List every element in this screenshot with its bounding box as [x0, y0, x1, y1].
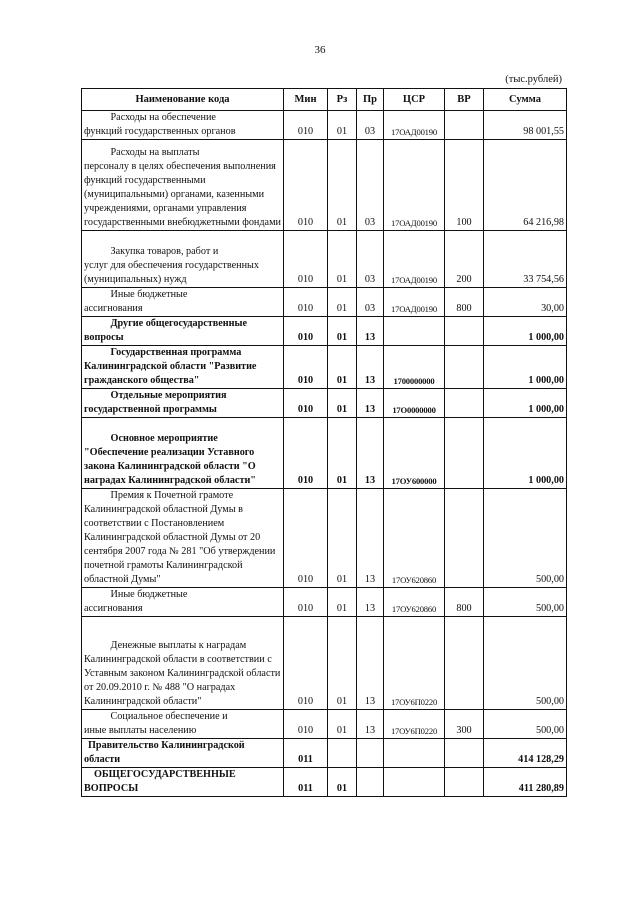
- row-sum: 500,00: [484, 588, 567, 617]
- row-pr: 13: [357, 710, 384, 739]
- row-csr: 17ОУ600000: [384, 418, 445, 489]
- table-row: [82, 489, 567, 588]
- row-vr: [445, 317, 484, 346]
- unit-label: (тыс.рублей): [505, 74, 562, 85]
- header-rz: Рз: [328, 89, 357, 111]
- row-vr: [445, 739, 484, 768]
- row-pr: 03: [357, 288, 384, 317]
- row-min: 010: [284, 288, 328, 317]
- row-vr: [445, 389, 484, 418]
- table-row: [82, 739, 567, 768]
- row-rz: 01: [328, 489, 357, 588]
- row-csr: 17ОАД00190: [384, 231, 445, 288]
- row-name-first: Государственная программа: [110, 347, 242, 358]
- row-name: [82, 710, 284, 739]
- row-pr: [357, 739, 384, 768]
- row-pr: 13: [357, 346, 384, 389]
- row-vr: 800: [445, 588, 484, 617]
- row-name-first: Закупка товаров, работ и: [110, 246, 219, 257]
- row-csr: 1700000000: [384, 346, 445, 389]
- row-rz: 01: [328, 617, 357, 710]
- header-vr: ВР: [445, 89, 484, 111]
- row-rz: 01: [328, 710, 357, 739]
- row-sum: 1 000,00: [484, 317, 567, 346]
- row-name-rest: области: [84, 754, 121, 765]
- row-name-first: Основное мероприятие: [110, 433, 218, 444]
- row-name-first: Денежные выплаты к наградам: [110, 640, 247, 651]
- table-row: [82, 140, 567, 231]
- row-name-rest: услуг для обеспечения государственных (муниципальных) нужд: [84, 260, 259, 285]
- row-name-first: Другие общегосударственные: [110, 318, 248, 329]
- row-csr: [384, 317, 445, 346]
- row-sum: 414 128,29: [484, 739, 567, 768]
- table-row: [82, 111, 567, 140]
- row-pr: 03: [357, 140, 384, 231]
- row-min: 010: [284, 111, 328, 140]
- row-csr: 17О0000000: [384, 389, 445, 418]
- row-min: 010: [284, 389, 328, 418]
- row-min: 010: [284, 140, 328, 231]
- row-rz: 01: [328, 768, 357, 797]
- row-name-rest: Калининградской области "Развитие гражданского общества": [84, 361, 257, 386]
- row-min: 011: [284, 739, 328, 768]
- row-sum: 500,00: [484, 617, 567, 710]
- table-row: [82, 617, 567, 710]
- row-name-first: Иные бюджетные: [110, 589, 188, 600]
- row-csr: 17ОУ620860: [384, 588, 445, 617]
- table-row: [82, 231, 567, 288]
- row-min: 010: [284, 231, 328, 288]
- row-sum: 1 000,00: [484, 418, 567, 489]
- row-name: [82, 389, 284, 418]
- row-name-rest: Калининградской областной Думы в соответствии с Постановлением Калининградской областной Думы от 20 сентября 2007 года № 281 "Об утверждении почетной грамоты Калининградской областной Думы": [84, 504, 276, 585]
- row-rz: 01: [328, 231, 357, 288]
- header-pr: Пр: [357, 89, 384, 111]
- row-name: [82, 140, 284, 231]
- row-vr: 300: [445, 710, 484, 739]
- row-min: 010: [284, 617, 328, 710]
- row-vr: [445, 617, 484, 710]
- row-min: 011: [284, 768, 328, 797]
- row-name: [82, 489, 284, 588]
- row-sum: 30,00: [484, 288, 567, 317]
- row-name-first: Отдельные мероприятия: [110, 390, 227, 401]
- row-name: [82, 739, 284, 768]
- row-name-first: ОБЩЕГОСУДАРСТВЕННЫЕ: [94, 769, 236, 780]
- row-vr: [445, 768, 484, 797]
- row-min: 010: [284, 588, 328, 617]
- row-csr: 17ОУ620860: [384, 489, 445, 588]
- row-name-rest: ассигнования: [84, 303, 143, 314]
- row-name: [82, 111, 284, 140]
- row-rz: [328, 739, 357, 768]
- row-pr: 03: [357, 111, 384, 140]
- row-name: [82, 288, 284, 317]
- row-vr: [445, 418, 484, 489]
- row-pr: 13: [357, 418, 384, 489]
- row-vr: 100: [445, 140, 484, 231]
- row-rz: 01: [328, 418, 357, 489]
- header-name: Наименование кода: [82, 89, 284, 111]
- row-sum: 1 000,00: [484, 346, 567, 389]
- header-sum: Сумма: [484, 89, 567, 111]
- row-rz: 01: [328, 288, 357, 317]
- row-csr: [384, 768, 445, 797]
- row-sum: 500,00: [484, 489, 567, 588]
- row-csr: [384, 739, 445, 768]
- header-csr: ЦСР: [384, 89, 445, 111]
- budget-table: [81, 88, 567, 797]
- row-name: [82, 231, 284, 288]
- row-rz: 01: [328, 389, 357, 418]
- row-csr: 17ОАД00190: [384, 288, 445, 317]
- table-header-row: [82, 89, 567, 111]
- row-sum: 411 280,89: [484, 768, 567, 797]
- row-vr: 800: [445, 288, 484, 317]
- row-name-rest: ВОПРОСЫ: [84, 783, 139, 794]
- table-row: [82, 389, 567, 418]
- row-csr: 17ОУ6П0220: [384, 710, 445, 739]
- row-name-first: Расходы на выплаты: [110, 147, 200, 158]
- row-sum: 1 000,00: [484, 389, 567, 418]
- row-rz: 01: [328, 588, 357, 617]
- row-name: [82, 588, 284, 617]
- row-min: 010: [284, 710, 328, 739]
- row-vr: [445, 111, 484, 140]
- row-name-rest: "Обеспечение реализации Уставного закона Калининградской области "О наградах Калининградской области": [84, 447, 256, 486]
- row-name-rest: вопросы: [84, 332, 124, 343]
- row-sum: 500,00: [484, 710, 567, 739]
- page-number: 36: [314, 44, 326, 56]
- header-min: Мин: [284, 89, 328, 111]
- table-row: [82, 418, 567, 489]
- row-min: 010: [284, 317, 328, 346]
- row-name-first: Расходы на обеспечение: [110, 112, 216, 123]
- row-pr: [357, 768, 384, 797]
- row-min: 010: [284, 346, 328, 389]
- row-name-rest: Калининградской области в соответствии с Уставным законом Калининградской области от 20.09.2010 г. № 488 "О наградах Калининградской области": [84, 654, 281, 707]
- row-name-rest: функций государственных органов: [84, 126, 236, 137]
- row-csr: 17ОУ6П0220: [384, 617, 445, 710]
- row-name-first: Социальное обеспечение и: [110, 711, 228, 722]
- row-name: [82, 617, 284, 710]
- row-sum: 64 216,98: [484, 140, 567, 231]
- row-name: [82, 346, 284, 389]
- row-name-rest: иные выплаты населению: [84, 725, 197, 736]
- row-pr: 13: [357, 617, 384, 710]
- row-name-first: Иные бюджетные: [110, 289, 188, 300]
- row-vr: 200: [445, 231, 484, 288]
- table-row: [82, 588, 567, 617]
- row-pr: 13: [357, 489, 384, 588]
- table-row: [82, 710, 567, 739]
- row-sum: 98 001,55: [484, 111, 567, 140]
- table-row: [82, 768, 567, 797]
- row-vr: [445, 489, 484, 588]
- row-rz: 01: [328, 111, 357, 140]
- row-min: 010: [284, 489, 328, 588]
- row-name: [82, 317, 284, 346]
- table-row: [82, 346, 567, 389]
- row-name: [82, 768, 284, 797]
- row-name-rest: ассигнования: [84, 603, 143, 614]
- row-min: 010: [284, 418, 328, 489]
- row-rz: 01: [328, 346, 357, 389]
- row-name-first: Правительство Калининградской: [88, 740, 245, 751]
- row-rz: 01: [328, 317, 357, 346]
- row-pr: 13: [357, 588, 384, 617]
- row-pr: 13: [357, 389, 384, 418]
- row-name-rest: персоналу в целях обеспечения выполнения функций государственными (муниципальными) органами, казенными учреждениями, органами управления государственными внебюджетными фондами: [84, 161, 281, 228]
- row-pr: 13: [357, 317, 384, 346]
- row-vr: [445, 346, 484, 389]
- row-pr: 03: [357, 231, 384, 288]
- row-name-first: Премия к Почетной грамоте: [110, 490, 234, 501]
- row-name-rest: государственной программы: [84, 404, 217, 415]
- row-csr: 17ОАД00190: [384, 111, 445, 140]
- row-csr: 17ОАД00190: [384, 140, 445, 231]
- table-row: [82, 317, 567, 346]
- row-sum: 33 754,56: [484, 231, 567, 288]
- table-row: [82, 288, 567, 317]
- row-rz: 01: [328, 140, 357, 231]
- row-name: [82, 418, 284, 489]
